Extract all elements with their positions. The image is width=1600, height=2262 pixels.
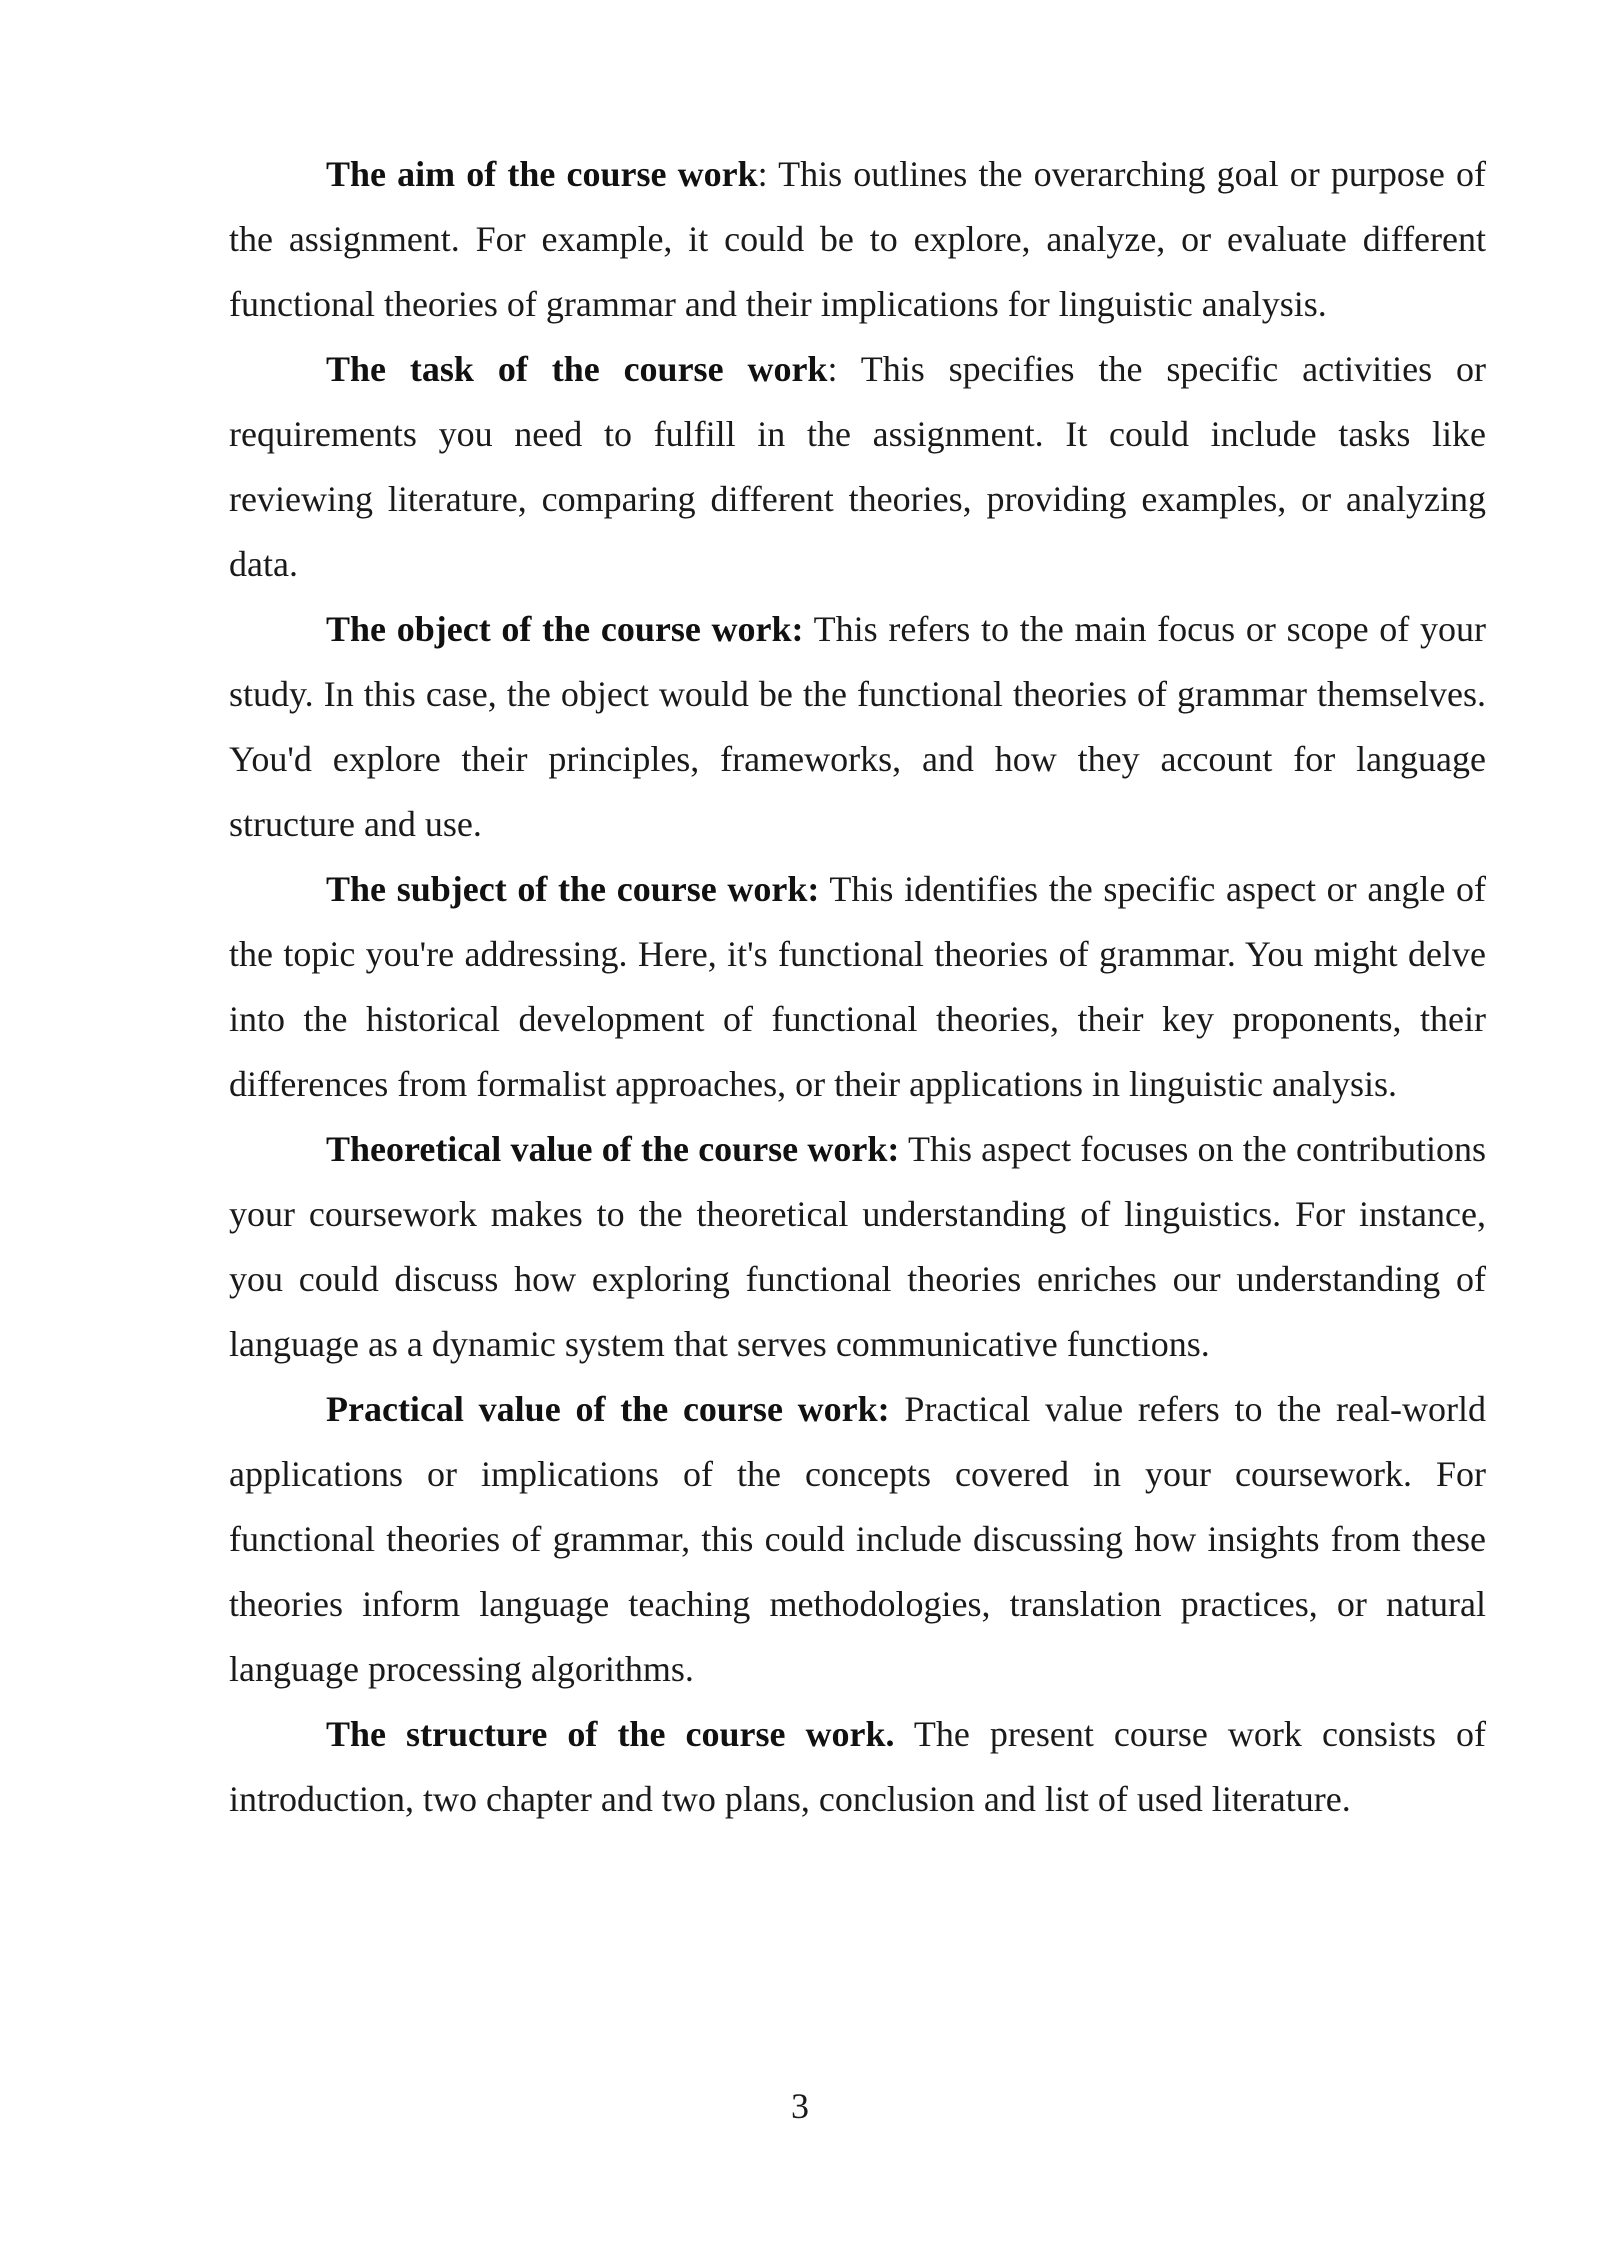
heading-separator: : <box>827 349 838 389</box>
paragraph-aim <box>229 142 1486 337</box>
paragraph-heading: Theoretical value of the course work: <box>326 1129 900 1169</box>
paragraph-heading: The object of the course work: <box>326 609 804 649</box>
paragraph-heading: The task of the course work <box>326 349 828 389</box>
paragraph-heading: The structure of the course work. <box>326 1714 895 1754</box>
paragraph-heading: The aim of the course work <box>326 154 758 194</box>
paragraph-text: The present course work consists of introduction, two chapter and two plans, conclusion and list of used literature. <box>229 1714 1487 1819</box>
paragraph-subject <box>229 857 1486 1117</box>
paragraph-text: This aspect focuses on the contributions your coursework makes to the theoretical understanding of linguistics. For instance, you could discuss how exploring functional theories enriches our understanding of language as a dynamic system that serves communicative functions. <box>229 1129 1486 1364</box>
paragraph-theoretical-value <box>229 1117 1486 1377</box>
paragraph-task <box>229 337 1486 597</box>
paragraph-text: This specifies the specific activities or requirements you need to fulfill in the assignment. It could include tasks like reviewing literature, comparing different theories, providing examples, or analyzing data. <box>229 349 1486 584</box>
paragraph-practical-value <box>229 1377 1486 1702</box>
paragraph-heading: Practical value of the course work: <box>326 1389 890 1429</box>
heading-separator: : <box>757 154 768 194</box>
paragraph-text: This refers to the main focus or scope of your study. In this case, the object would be the functional theories of grammar themselves. You'd explore their principles, frameworks, and how they account for language structure and use. <box>229 609 1486 844</box>
paragraph-text: This outlines the overarching goal or purpose of the assignment. For example, it could be to explore, analyze, or evaluate different functional theories of grammar and their implications for linguistic analysis. <box>229 154 1486 324</box>
paragraph-heading: The subject of the course work: <box>326 869 820 909</box>
paragraph-object <box>229 597 1486 857</box>
page-number: 3 <box>791 2086 809 2126</box>
paragraph-text: This identifies the specific aspect or angle of the topic you're addressing. Here, it's functional theories of grammar. You might delve into the historical development of functional theories, their key proponents, their differences from formalist approaches, or their applications in linguistic analysis. <box>229 869 1486 1104</box>
document-body <box>229 142 1486 1832</box>
paragraph-structure <box>229 1702 1486 1832</box>
paragraph-text: Practical value refers to the real-world applications or implications of the concepts covered in your coursework. For functional theories of grammar, this could include discussing how insights from these theories inform language teaching methodologies, translation practices, or natural language processing algorithms. <box>229 1389 1486 1689</box>
